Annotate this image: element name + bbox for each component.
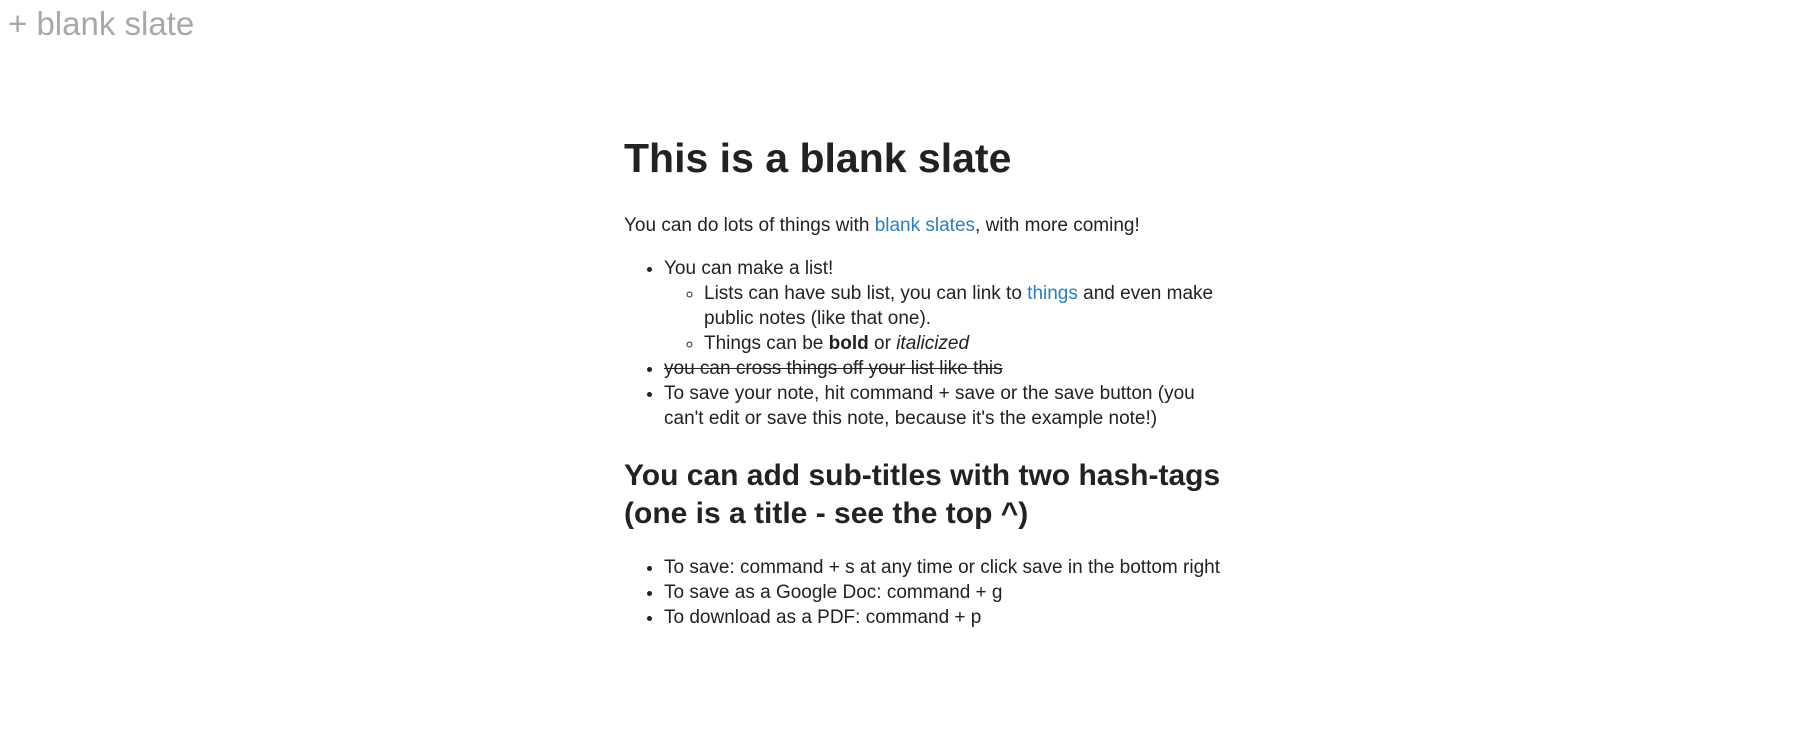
sub-item-text-middle: or [868,333,897,354]
intro-text-before: You can do lots of things with [624,215,875,236]
blank-slates-link[interactable]: blank slates [874,215,976,236]
shortcut-list [624,555,1224,630]
list-item [664,256,1224,356]
intro-paragraph [624,213,1224,238]
note-title: This is a blank slate [624,135,1012,181]
sub-list [664,281,1224,356]
sub-item-text-before: Things can be [704,333,829,354]
list-item-text: You can make a list! [664,258,834,279]
list-item: • To save as a Google Doc: command + g [664,580,1224,605]
sub-item-text-before: Lists can have sub list, you can link to [704,283,1028,304]
list-item: • To download as a PDF: command + p [664,605,1224,630]
things-link[interactable]: things [1027,283,1078,304]
list-item [664,356,1224,381]
list-item-text: To save your note, hit command + save or the save button (you can't edit or save this note, because it's the example note!) [664,383,1195,429]
sub-list-item [704,331,1224,356]
bold-text: bold [828,333,869,354]
list-item: • To save: command + s at any time or click save in the bottom right [664,555,1224,580]
crossed-off-text: you can cross things off your list like this [664,358,1003,379]
feature-list [624,256,1224,431]
intro-text-after: , with more coming! [975,215,1140,236]
list-item [664,381,1224,431]
note-subtitle: You can add sub-titles with two hash-tags (one is a title - see the top ^) [624,459,1221,530]
new-blank-slate-button[interactable]: + blank slate [8,5,195,42]
italic-text: italicized [896,333,970,354]
sub-list-item [704,281,1224,331]
note-content [624,130,1224,630]
sub-item-text-after: and even make public notes (like that one). [704,283,1214,329]
